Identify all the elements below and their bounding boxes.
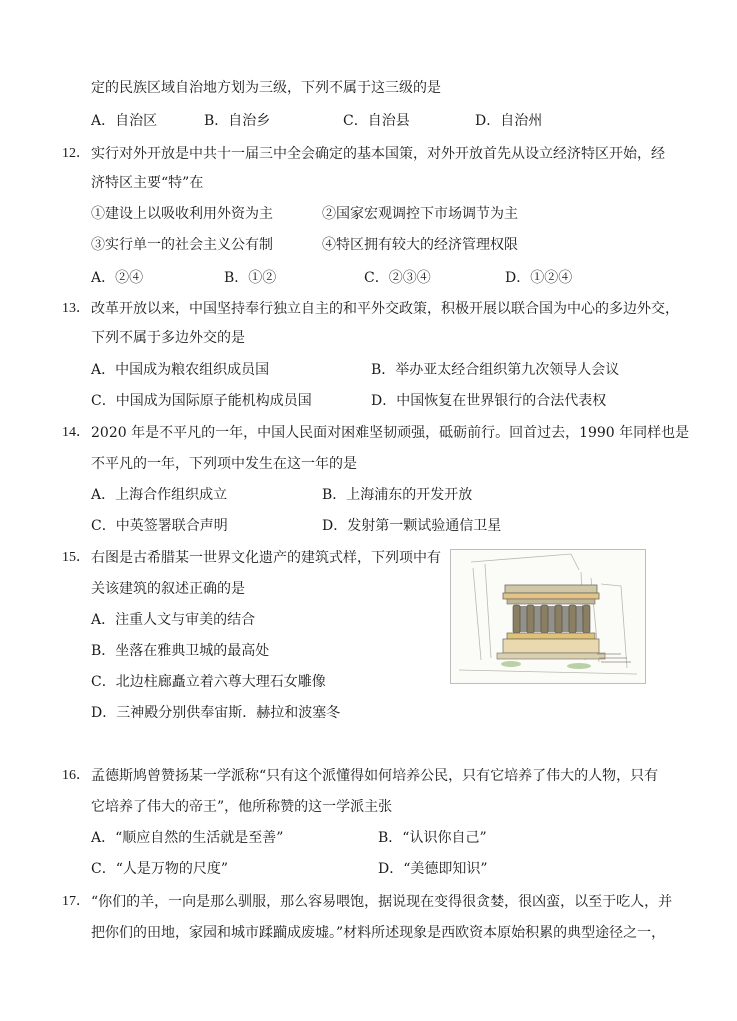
q15-stem-line1: 右图是古希腊某一世界文化遗产的建筑式样，下列项中有: [91, 550, 441, 566]
q15-option-a: A．注重人文与审美的结合: [91, 612, 256, 628]
q16-option-a: A．“顺应自然的生活就是至善”: [91, 830, 284, 846]
q14-stem-line2: 不平凡的一年，下列项中发生在这一年的是: [91, 456, 357, 472]
q12-option-a: A．②④: [91, 270, 144, 286]
q11-option-c: C．自治县: [343, 113, 410, 129]
q17-stem-line1: “你们的羊，一向是那么驯服，那么容易喂饱，据说现在变得很贪婪，很凶蛮，以至于吃人，并: [91, 894, 673, 910]
q12-statement-1: ①建设上以吸收利用外资为主: [91, 206, 273, 222]
q14-option-d: D．发射第一颗试验通信卫星: [322, 518, 502, 534]
q17-stem-line2: 把你们的田地，家园和城市蹂躏成废墟。”材料所述现象是西欧资本原始积累的典型途径之一，: [91, 925, 666, 941]
q15-number: 15．: [62, 550, 90, 565]
q16-stem-line2: 它培养了伟大的帝王”，他所称赞的这一学派主张: [91, 799, 393, 815]
q14-option-b: B．上海浦东的开发开放: [322, 487, 473, 503]
q11-option-b: B．自治乡: [204, 113, 271, 129]
q14-option-c: C．中英签署联合声明: [91, 518, 228, 534]
q12-stem-line1: 实行对外开放是中共十一届三中全会确定的基本国策，对外开放首先从设立经济特区开始，经: [91, 146, 665, 162]
q12-number: 12．: [62, 146, 90, 161]
q17-number: 17．: [62, 894, 90, 909]
q13-option-c: C．中国成为国际原子能机构成员国: [91, 393, 312, 409]
q16-option-d: D．“美德即知识”: [378, 861, 488, 877]
q15-option-b: B．坐落在雅典卫城的最高处: [91, 643, 270, 659]
q13-stem-line2: 下列不属于多边外交的是: [91, 330, 245, 346]
q13-stem-line1: 改革开放以来，中国坚持奉行独立自主的和平外交政策，积极开展以联合国为中心的多边外交，: [91, 301, 679, 317]
q16-stem-line1: 孟德斯鸠曾赞扬某一学派称“只有这个派懂得如何培养公民，只有它培养了伟大的人物，只有: [91, 768, 659, 784]
q14-number: 14．: [62, 425, 90, 440]
q12-option-d: D．①②④: [505, 270, 573, 286]
q12-statement-3: ③实行单一的社会主义公有制: [91, 237, 273, 253]
q12-option-c: C．②③④: [364, 270, 431, 286]
q16-option-c: C．“人是万物的尺度”: [91, 861, 229, 877]
q11-option-a: A．自治区: [91, 113, 158, 129]
q12-statement-4: ④特区拥有较大的经济管理权限: [322, 237, 518, 253]
q12-stem-line2: 济特区主要“特”在: [91, 175, 204, 191]
q16-number: 16．: [62, 768, 90, 783]
caryatid-porch-drawing: [451, 550, 645, 683]
q13-option-a: A．中国成为粮农组织成员国: [91, 362, 270, 378]
q14-stem-line1: 2020 年是不平凡的一年，中国人民面对困难坚韧顽强，砥砺前行。回首过去，1990 年同样也是: [91, 425, 690, 441]
q15-figure-caryatid-porch: [450, 549, 646, 684]
q13-option-d: D．中国恢复在世界银行的合法代表权: [371, 393, 607, 409]
q11-option-d: D．自治州: [475, 113, 543, 129]
q13-option-b: B．举办亚太经合组织第九次领导人会议: [371, 362, 620, 378]
q12-option-b: B．①②: [224, 270, 277, 286]
q15-option-c: C．北边柱廊矗立着六尊大理石女雕像: [91, 674, 326, 690]
q15-stem-line2: 关该建筑的叙述正确的是: [91, 581, 245, 597]
q13-number: 13．: [62, 301, 90, 316]
q12-statement-2: ②国家宏观调控下市场调节为主: [322, 206, 518, 222]
q14-option-a: A．上海合作组织成立: [91, 487, 228, 503]
q15-option-d: D．三神殿分别供奉宙斯．赫拉和波塞冬: [91, 705, 341, 721]
q11-stem: 定的民族区域自治地方划为三级，下列不属于这三级的是: [91, 80, 441, 96]
q16-option-b: B．“认识你自己”: [378, 830, 487, 846]
